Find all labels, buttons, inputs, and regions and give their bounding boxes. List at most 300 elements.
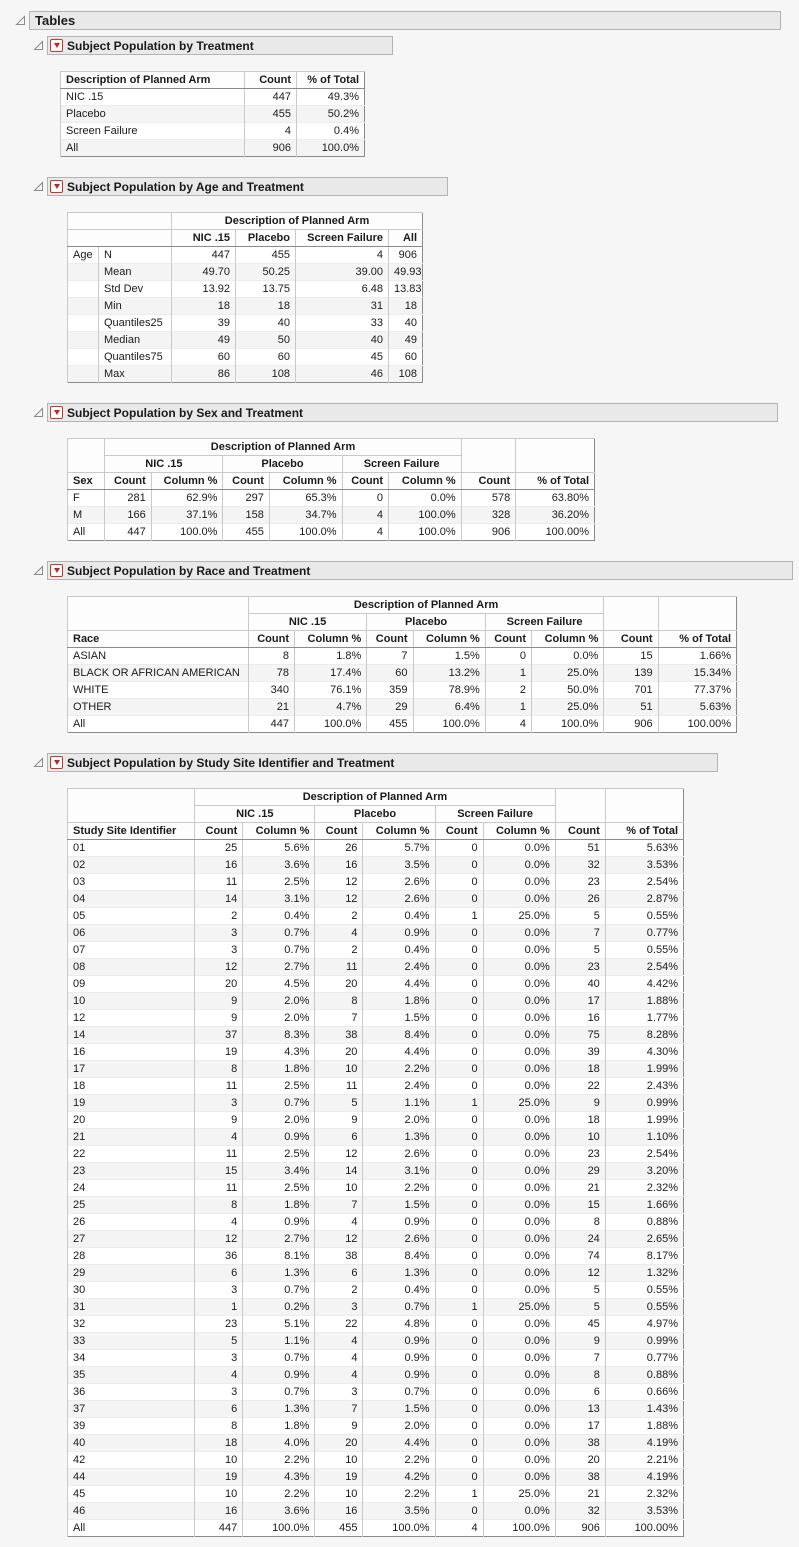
table-row xyxy=(68,1316,684,1333)
cell: 45 xyxy=(68,1486,195,1503)
cell: 0.0% xyxy=(483,942,555,959)
cell: 0.0% xyxy=(483,1214,555,1231)
table-row xyxy=(68,1401,684,1418)
cell: 0.0% xyxy=(483,1146,555,1163)
cell: 0.0% xyxy=(483,1197,555,1214)
cell: 8.1% xyxy=(243,1248,315,1265)
cell: 2.7% xyxy=(243,959,315,976)
cell: 100.0% xyxy=(483,1520,555,1537)
column-header: Count xyxy=(342,473,388,490)
table-row xyxy=(68,1418,684,1435)
cell: 2.6% xyxy=(363,1231,435,1248)
red-triangle-menu-icon[interactable] xyxy=(50,564,63,577)
cell: 3.53% xyxy=(605,857,683,874)
cell: 3 xyxy=(195,942,243,959)
red-triangle-menu-icon[interactable] xyxy=(50,756,63,769)
study-site-table xyxy=(67,788,684,1537)
cell: 8 xyxy=(195,1061,243,1078)
cell: 46 xyxy=(296,366,389,383)
cell: 39 xyxy=(68,1418,195,1435)
cell: 17 xyxy=(555,993,605,1010)
cell: 33 xyxy=(68,1333,195,1350)
cell: All xyxy=(68,716,249,733)
cell: 0 xyxy=(435,1027,483,1044)
cell: 108 xyxy=(389,366,423,383)
outline-header[interactable] xyxy=(47,36,393,55)
cell: 2.65% xyxy=(605,1231,683,1248)
cell: 4.7% xyxy=(295,699,367,716)
outline-title: Subject Population by Study Site Identifier and Treatment xyxy=(67,755,395,770)
table-row xyxy=(68,366,423,383)
column-header: Count xyxy=(105,473,151,490)
disclosure-open-icon[interactable] xyxy=(32,565,44,577)
cell: 4.97% xyxy=(605,1316,683,1333)
cell: 0.77% xyxy=(605,1350,683,1367)
corner-cell xyxy=(68,789,195,823)
cell: 31 xyxy=(296,298,389,315)
cell: Age xyxy=(68,247,99,264)
cell: 49.70 xyxy=(172,264,236,281)
cell: 100.00% xyxy=(658,716,736,733)
cell: 0.7% xyxy=(243,925,315,942)
cell: 16 xyxy=(315,1503,363,1520)
cell: 38 xyxy=(315,1027,363,1044)
cell: 0 xyxy=(435,1180,483,1197)
disclosure-open-icon[interactable] xyxy=(32,40,44,52)
cell xyxy=(68,264,99,281)
table-row xyxy=(68,1078,684,1095)
cell: 1.43% xyxy=(605,1401,683,1418)
cell: 2.2% xyxy=(363,1486,435,1503)
section-race xyxy=(32,561,799,733)
disclosure-open-icon[interactable] xyxy=(32,407,44,419)
cell: 6 xyxy=(195,1265,243,1282)
table-row xyxy=(68,1027,684,1044)
cell: 0.0% xyxy=(483,1180,555,1197)
cell: 455 xyxy=(223,524,269,541)
cell: 2.6% xyxy=(363,874,435,891)
cell: 50.25 xyxy=(236,264,296,281)
cell: 46 xyxy=(68,1503,195,1520)
cell: 2.5% xyxy=(243,1180,315,1197)
cell: 33 xyxy=(296,315,389,332)
cell: 12 xyxy=(68,1010,195,1027)
cell: 9 xyxy=(315,1112,363,1129)
table-row xyxy=(68,874,684,891)
cell: 0.0% xyxy=(483,1282,555,1299)
cell: 0 xyxy=(435,1503,483,1520)
cell: 60 xyxy=(172,349,236,366)
cell: 16 xyxy=(68,1044,195,1061)
cell: 455 xyxy=(245,106,297,123)
cell: 3 xyxy=(315,1299,363,1316)
cell: 14 xyxy=(68,1027,195,1044)
cell: 19 xyxy=(195,1469,243,1486)
red-triangle-menu-icon[interactable] xyxy=(50,39,63,52)
cell: 0 xyxy=(435,1010,483,1027)
cell: 1.8% xyxy=(243,1061,315,1078)
table-row xyxy=(68,1180,684,1197)
cell: 18 xyxy=(68,1078,195,1095)
cell xyxy=(68,298,99,315)
cell: 1 xyxy=(485,665,531,682)
cell: 8 xyxy=(555,1214,605,1231)
table-row xyxy=(68,1384,684,1401)
cell: 3.1% xyxy=(243,891,315,908)
cell: 4.4% xyxy=(363,1435,435,1452)
cell: 23 xyxy=(555,959,605,976)
cell xyxy=(68,332,99,349)
cell: 1.77% xyxy=(605,1010,683,1027)
cell: 100.0% xyxy=(297,140,365,157)
cell: 0 xyxy=(435,1350,483,1367)
outline-header-tables[interactable] xyxy=(29,11,781,30)
cell: 0 xyxy=(435,1333,483,1350)
cell: 0.9% xyxy=(363,1214,435,1231)
table-row xyxy=(68,1112,684,1129)
cell: 05 xyxy=(68,908,195,925)
column-header: % of Total xyxy=(297,72,365,89)
cell: 4.5% xyxy=(243,976,315,993)
cell: 1 xyxy=(435,1095,483,1112)
cell: 0.88% xyxy=(605,1214,683,1231)
table-row xyxy=(68,840,684,857)
column-header: % of Total xyxy=(658,631,736,648)
cell: 0 xyxy=(435,874,483,891)
outline-header[interactable] xyxy=(47,403,778,422)
cell: 2.2% xyxy=(243,1486,315,1503)
cell: 20 xyxy=(315,976,363,993)
cell: 50.2% xyxy=(297,106,365,123)
cell: 4.3% xyxy=(243,1044,315,1061)
cell: 0 xyxy=(435,1469,483,1486)
cell: 19 xyxy=(315,1469,363,1486)
cell: 100.0% xyxy=(413,716,485,733)
spanner-header: Description of Planned Arm xyxy=(248,597,604,614)
cell: 4 xyxy=(195,1129,243,1146)
outline-title: Tables xyxy=(35,13,76,28)
cell: 0 xyxy=(435,1197,483,1214)
cell: 4.2% xyxy=(363,1469,435,1486)
cell: 100.00% xyxy=(516,524,595,541)
outline-children xyxy=(32,36,799,1537)
cell: 21 xyxy=(248,699,294,716)
cell: 77.37% xyxy=(658,682,736,699)
cell: 906 xyxy=(604,716,658,733)
cell: 34.7% xyxy=(269,507,342,524)
cell: 2.0% xyxy=(243,993,315,1010)
cell: 1.10% xyxy=(605,1129,683,1146)
cell: 0.0% xyxy=(483,1231,555,1248)
cell: 4.3% xyxy=(243,1469,315,1486)
cell: 1.99% xyxy=(605,1061,683,1078)
cell: 12 xyxy=(315,874,363,891)
cell: 29 xyxy=(367,699,413,716)
cell: 28 xyxy=(68,1248,195,1265)
cell: 4 xyxy=(315,925,363,942)
cell: 0.66% xyxy=(605,1384,683,1401)
cell: 1.66% xyxy=(605,1197,683,1214)
cell: 0.9% xyxy=(243,1129,315,1146)
cell: 0.55% xyxy=(605,942,683,959)
cell: 0.0% xyxy=(483,1333,555,1350)
cell: 0.0% xyxy=(483,891,555,908)
row-header-label: Study Site Identifier xyxy=(68,823,195,840)
cell: 0 xyxy=(435,993,483,1010)
cell: 26 xyxy=(555,891,605,908)
cell: 30 xyxy=(68,1282,195,1299)
cell: 10 xyxy=(315,1452,363,1469)
cell: ASIAN xyxy=(68,648,249,665)
cell: 2.2% xyxy=(243,1452,315,1469)
table-row xyxy=(68,1214,684,1231)
cell: 12 xyxy=(195,959,243,976)
cell: 0 xyxy=(435,1129,483,1146)
cell: 12 xyxy=(195,1231,243,1248)
cell: 0.7% xyxy=(363,1299,435,1316)
column-header: Column % xyxy=(532,631,604,648)
spanner-header: Description of Planned Arm xyxy=(105,439,461,456)
cell: 0.7% xyxy=(243,942,315,959)
cell: 13.75 xyxy=(236,281,296,298)
table-row xyxy=(68,1350,684,1367)
cell: 13 xyxy=(555,1401,605,1418)
cell: 50 xyxy=(236,332,296,349)
cell: 340 xyxy=(248,682,294,699)
disclosure-open-icon[interactable] xyxy=(14,15,26,27)
cell: 1.8% xyxy=(243,1418,315,1435)
cell: 0.9% xyxy=(363,925,435,942)
cell: 10 xyxy=(315,1486,363,1503)
cell: 51 xyxy=(555,840,605,857)
column-header: Count xyxy=(195,823,243,840)
cell: 18 xyxy=(389,298,423,315)
cell: 0 xyxy=(435,1214,483,1231)
column-header: % of Total xyxy=(605,823,683,840)
section-study-site xyxy=(32,753,799,1537)
cell: 62.9% xyxy=(151,490,223,507)
cell: 447 xyxy=(245,89,297,106)
cell: 8.4% xyxy=(363,1027,435,1044)
cell: 60 xyxy=(236,349,296,366)
cell: 1.8% xyxy=(243,1197,315,1214)
outline-header[interactable] xyxy=(47,561,793,580)
cell: 20 xyxy=(315,1435,363,1452)
cell: 447 xyxy=(105,524,151,541)
cell: 25.0% xyxy=(532,699,604,716)
cell: 10 xyxy=(68,993,195,1010)
cell: 3 xyxy=(195,1350,243,1367)
section-age xyxy=(32,177,799,383)
cell: 9 xyxy=(555,1333,605,1350)
cell: 7 xyxy=(315,1401,363,1418)
cell: 3.53% xyxy=(605,1503,683,1520)
cell: 2.32% xyxy=(605,1180,683,1197)
table-row xyxy=(68,1520,684,1537)
table-row xyxy=(68,1044,684,1061)
cell: 37.1% xyxy=(151,507,223,524)
cell: 3.4% xyxy=(243,1163,315,1180)
cell: 139 xyxy=(604,665,658,682)
cell: 906 xyxy=(245,140,297,157)
table-row xyxy=(68,1486,684,1503)
cell: 3 xyxy=(195,925,243,942)
cell: 16 xyxy=(555,1010,605,1027)
cell: All xyxy=(61,140,245,157)
disclosure-open-icon[interactable] xyxy=(32,181,44,193)
cell: 0.99% xyxy=(605,1333,683,1350)
table-row xyxy=(68,1282,684,1299)
cell: 5 xyxy=(555,1299,605,1316)
cell: 4.19% xyxy=(605,1435,683,1452)
cell: 15 xyxy=(555,1197,605,1214)
cell: 20 xyxy=(195,976,243,993)
cell: 5.63% xyxy=(605,840,683,857)
cell: 8.28% xyxy=(605,1027,683,1044)
arm-header: NIC .15 xyxy=(172,230,236,247)
cell: Median xyxy=(99,332,172,349)
cell: 3.6% xyxy=(243,857,315,874)
cell: 15.34% xyxy=(658,665,736,682)
cell: 24 xyxy=(68,1180,195,1197)
cell: 0.0% xyxy=(483,1265,555,1282)
cell: 0 xyxy=(435,1452,483,1469)
arm-header: Placebo xyxy=(367,614,486,631)
cell: 6.4% xyxy=(413,699,485,716)
cell: 24 xyxy=(555,1231,605,1248)
cell: 60 xyxy=(389,349,423,366)
table-row xyxy=(68,490,595,507)
arm-header: Screen Failure xyxy=(435,806,555,823)
cell: 2 xyxy=(315,908,363,925)
table-body xyxy=(68,648,737,733)
corner-cell xyxy=(658,597,736,631)
cell: All xyxy=(68,1520,195,1537)
cell: 60 xyxy=(367,665,413,682)
cell: Quantiles75 xyxy=(99,349,172,366)
column-header: Column % xyxy=(413,631,485,648)
cell: 11 xyxy=(315,1078,363,1095)
column-header: Count xyxy=(604,631,658,648)
cell xyxy=(68,315,99,332)
cell: 5 xyxy=(555,908,605,925)
cell: 1 xyxy=(485,699,531,716)
cell: 04 xyxy=(68,891,195,908)
cell: 76.1% xyxy=(295,682,367,699)
cell: 3 xyxy=(315,1384,363,1401)
cell: 578 xyxy=(461,490,516,507)
cell: 906 xyxy=(461,524,516,541)
cell: 4.4% xyxy=(363,1044,435,1061)
cell: 100.0% xyxy=(243,1520,315,1537)
table-row xyxy=(68,942,684,959)
cell: 10 xyxy=(315,1061,363,1078)
cell: 19 xyxy=(195,1044,243,1061)
cell: 39 xyxy=(172,315,236,332)
cell: 0.0% xyxy=(483,925,555,942)
column-header: Column % xyxy=(389,473,462,490)
cell: 0 xyxy=(435,857,483,874)
cell: 2.2% xyxy=(363,1180,435,1197)
cell: 5.6% xyxy=(243,840,315,857)
cell: 4 xyxy=(485,716,531,733)
cell: 39 xyxy=(555,1044,605,1061)
cell: 40 xyxy=(68,1435,195,1452)
table-row xyxy=(68,507,595,524)
red-triangle-menu-icon[interactable] xyxy=(50,180,63,193)
table-row xyxy=(68,281,423,298)
table-row xyxy=(68,298,423,315)
cell: 74 xyxy=(555,1248,605,1265)
cell: N xyxy=(99,247,172,264)
outline-header[interactable] xyxy=(47,177,448,196)
cell: 701 xyxy=(604,682,658,699)
cell: 2.0% xyxy=(243,1010,315,1027)
cell: 100.0% xyxy=(532,716,604,733)
arm-header: Screen Failure xyxy=(485,614,604,631)
cell: 0.7% xyxy=(363,1384,435,1401)
column-header: Count xyxy=(485,631,531,648)
cell: 10 xyxy=(195,1486,243,1503)
cell: 2.6% xyxy=(363,1146,435,1163)
cell: 12 xyxy=(315,1231,363,1248)
outline-node xyxy=(32,177,799,196)
cell: 0.88% xyxy=(605,1367,683,1384)
section-treatment xyxy=(32,36,799,157)
cell: Quantiles25 xyxy=(99,315,172,332)
cell: 0.7% xyxy=(243,1384,315,1401)
cell: 328 xyxy=(461,507,516,524)
cell: 26 xyxy=(68,1214,195,1231)
cell: 25.0% xyxy=(532,665,604,682)
cell: 40 xyxy=(296,332,389,349)
cell: 0.0% xyxy=(483,1384,555,1401)
cell: 2 xyxy=(315,1282,363,1299)
cell: 2.0% xyxy=(363,1112,435,1129)
cell: 86 xyxy=(172,366,236,383)
cell: 4 xyxy=(315,1333,363,1350)
cell: 2 xyxy=(195,908,243,925)
cell: 1.3% xyxy=(363,1129,435,1146)
outline-header[interactable] xyxy=(47,753,718,772)
sex-table xyxy=(67,438,595,541)
column-header: Column % xyxy=(243,823,315,840)
table-row xyxy=(68,1231,684,1248)
table-row xyxy=(68,699,737,716)
cell: 6 xyxy=(315,1265,363,1282)
cell: 6 xyxy=(195,1401,243,1418)
disclosure-open-icon[interactable] xyxy=(32,757,44,769)
cell: Screen Failure xyxy=(61,123,245,140)
cell: 0.0% xyxy=(483,1503,555,1520)
outline-node xyxy=(32,753,799,772)
cell: 2.43% xyxy=(605,1078,683,1095)
cell: 0 xyxy=(342,490,388,507)
red-triangle-menu-icon[interactable] xyxy=(50,406,63,419)
cell: 0.0% xyxy=(483,1452,555,1469)
cell: 7 xyxy=(555,1350,605,1367)
cell: 1.8% xyxy=(295,648,367,665)
column-header: Count xyxy=(461,473,516,490)
cell: 18 xyxy=(555,1061,605,1078)
cell: 78 xyxy=(248,665,294,682)
cell: 0 xyxy=(435,1418,483,1435)
column-header: Column % xyxy=(483,823,555,840)
cell: 2.54% xyxy=(605,874,683,891)
cell: 0 xyxy=(435,1078,483,1095)
cell: 455 xyxy=(236,247,296,264)
cell: 40 xyxy=(389,315,423,332)
